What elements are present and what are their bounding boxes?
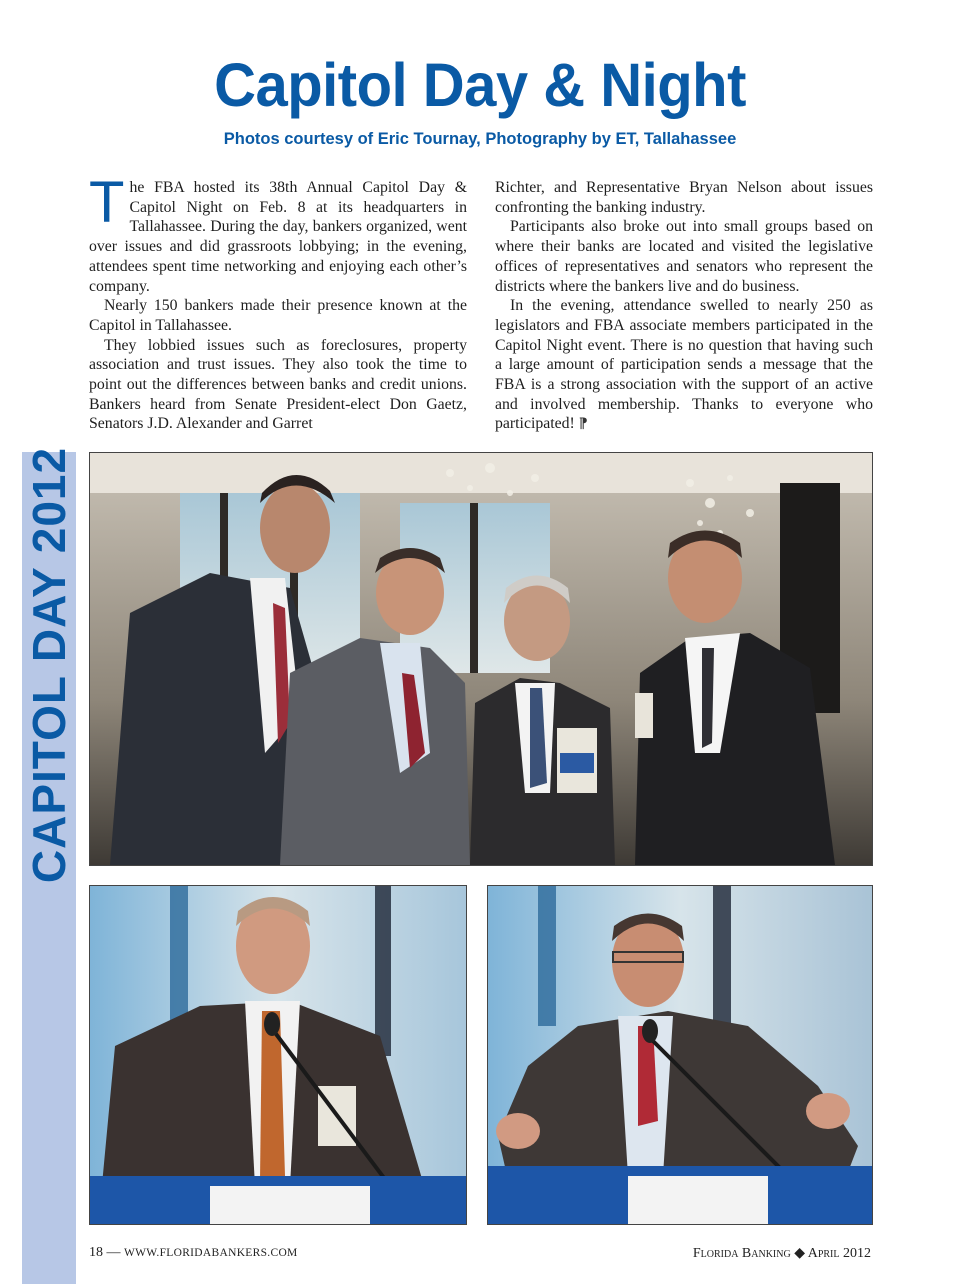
article-paragraph: Participants also broke out into small groups based on where their banks are located and visited the legislative offices of representatives and senators who represent the districts where the bankers live and do business.: [495, 218, 873, 295]
group-photo-icon: [90, 453, 872, 865]
drop-cap: T: [89, 170, 125, 235]
end-mark-icon: ⁋: [578, 417, 588, 433]
group-photo: [89, 452, 873, 866]
publication-name: Florida Banking: [692, 1246, 791, 1261]
article-column-left: [89, 170, 467, 434]
issue-date: April 2012: [807, 1246, 871, 1261]
paragraph-text: In the evening, attendance swelled to nearly 250 as legislators and FBA associate members participated in the Capitol Night event. There is no question that having such a large amount of participation sends a message that the FBA is a strong association with the support of an active and involved membership. Thanks to everyone who participated!: [495, 297, 873, 433]
article-paragraph: Nearly 150 bankers made their presence known at the Capitol in Tallahassee.: [89, 297, 467, 334]
article-paragraph: [89, 170, 467, 296]
speaker-photo-icon: [488, 886, 872, 1224]
website-link[interactable]: WWW.FLORIDABANKERS.COM: [124, 1247, 298, 1259]
footer-page-info: [89, 1245, 298, 1261]
speaker-photo-icon: [90, 886, 466, 1224]
page-title: Capitol Day & Night: [214, 51, 746, 120]
footer-separator: —: [103, 1245, 124, 1260]
speaker-photo-right: [487, 885, 873, 1225]
section-label: CAPITOL DAY 2012: [23, 446, 75, 884]
diamond-icon: ◆: [794, 1246, 805, 1261]
footer-publication: [693, 1245, 871, 1262]
article-paragraph: [495, 296, 873, 435]
article-paragraph: Richter, and Representative Bryan Nelson about issues confronting the banking industry.: [495, 179, 873, 216]
article-column-right: [495, 178, 873, 435]
photo-credit: Photos courtesy of Eric Tournay, Photography by ET, Tallahassee: [223, 130, 737, 148]
speaker-photo-left: [89, 885, 467, 1225]
article-paragraph: They lobbied issues such as foreclosures, property association and trust issues. They also took the time to point out the differences between banks and credit unions. Bankers heard from Senate President-elect Don Gaetz, Senators J.D. Alexander and Garret: [89, 336, 467, 433]
paragraph-text: he FBA hosted its 38th Annual Capitol Day & Capitol Night on Feb. 8 at its headquarters in Tallahassee. During the day, bankers organized, went over issues and did grassroots lobbying; in the evening, attendees spent time networking and enjoying each other’s company.: [89, 179, 467, 295]
page-number: 18: [89, 1245, 103, 1260]
